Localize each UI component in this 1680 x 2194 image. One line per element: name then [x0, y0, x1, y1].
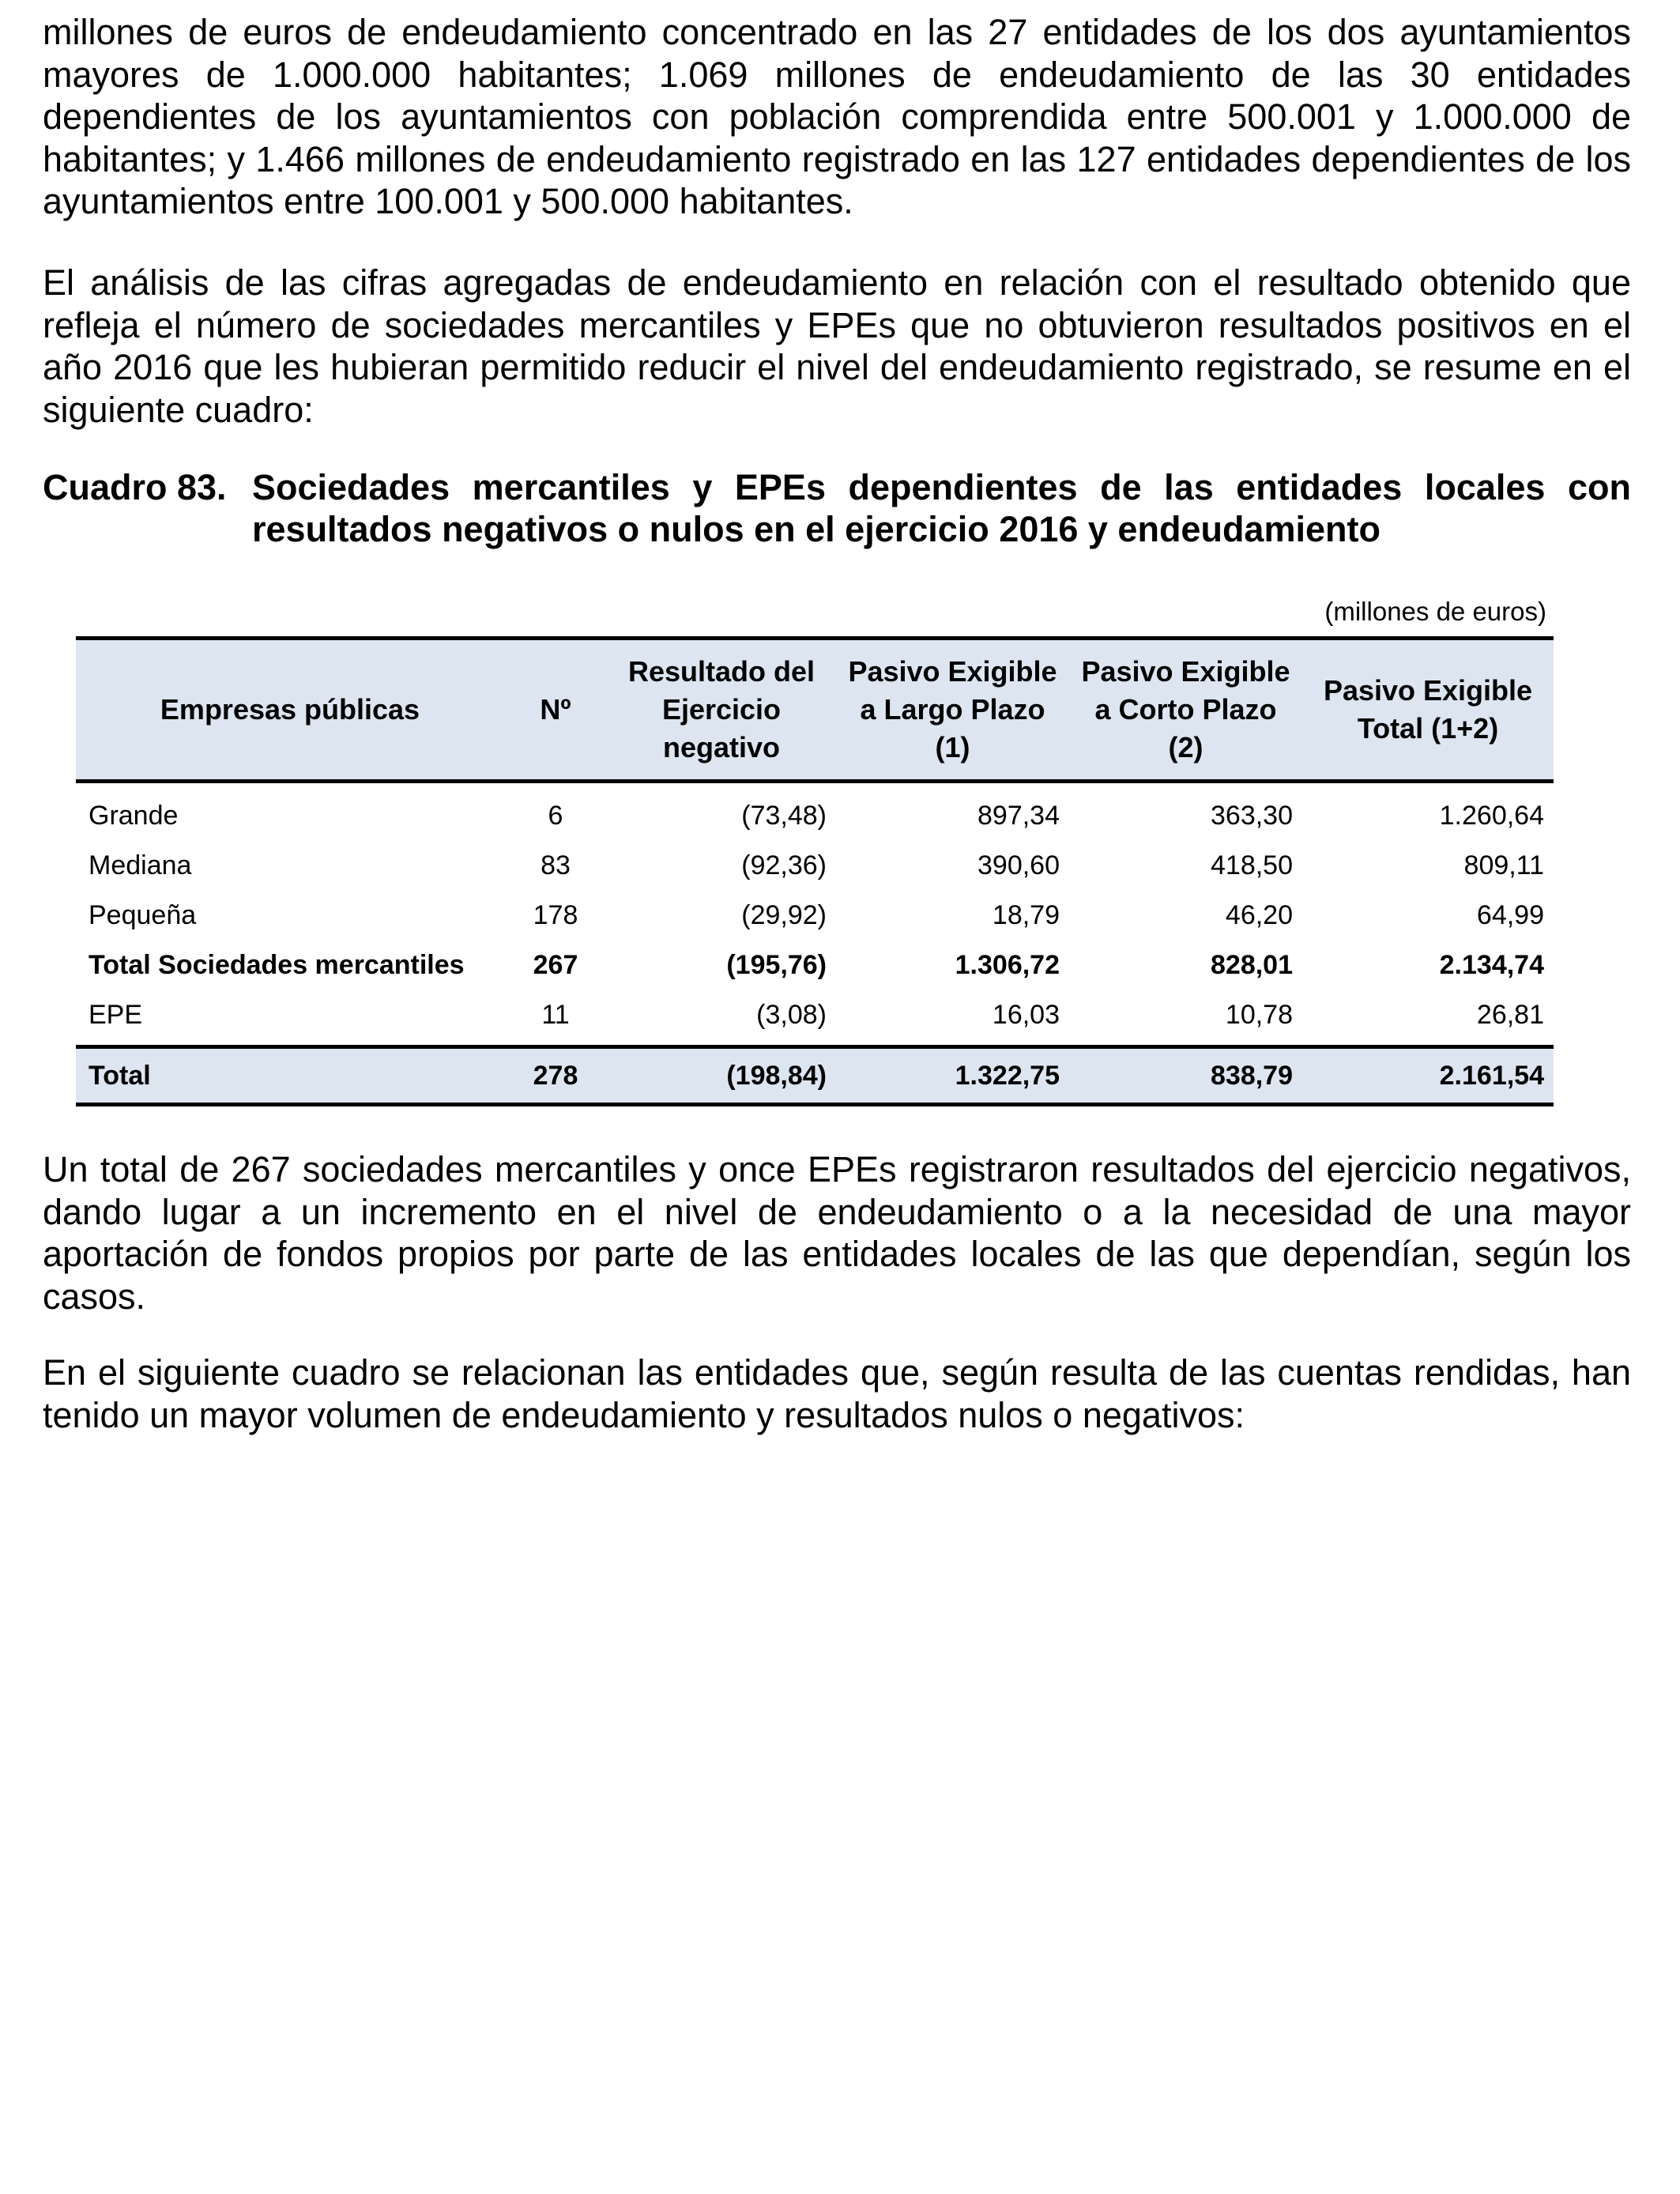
cell-pasivo-corto: 828,01 — [1211, 950, 1293, 980]
cell-pasivo-corto: 363,30 — [1211, 801, 1293, 831]
cell-resultado: (198,84) — [607, 1047, 836, 1105]
header-numero: Nº — [504, 639, 607, 782]
cell-label: EPE — [89, 1000, 143, 1030]
paragraph-total-sociedades: Un total de 267 sociedades mercantiles y once EPEs registraron resultados del ejercicio negativos, dando lugar a un incremento en el nivel de endeudamiento o a la necesidad de una mayor aportación de fondos propios por parte de las entidades locales de las que dependían, según los casos. — [43, 1149, 1631, 1317]
cell-label: Total — [76, 1047, 504, 1105]
cell-pasivo-largo: 18,79 — [992, 900, 1060, 930]
caption-title: Sociedades mercantiles y EPEs dependientes de las entidades locales con resultados negativos o nulos en el ejercicio 2016 y endeudamiento — [252, 467, 1631, 549]
data-table — [76, 636, 1554, 1106]
cell-resultado: (29,92) — [741, 900, 827, 930]
cell-numero: 267 — [533, 950, 578, 980]
cell-resultado: (92,36) — [741, 850, 827, 880]
table-row-subtotal — [76, 941, 1554, 990]
table-row — [76, 782, 1554, 842]
table-header-row — [76, 639, 1554, 782]
cell-label: Grande — [89, 801, 179, 831]
cell-resultado: (3,08) — [756, 1000, 827, 1030]
paragraph-siguiente-cuadro: En el siguiente cuadro se relacionan las entidades que, según resulta de las cuentas rendidas, han tenido un mayor volumen de endeudamiento y resultados nulos o negativos: — [43, 1352, 1631, 1435]
header-pasivo-largo: Pasivo Exigible a Largo Plazo (1) — [836, 639, 1069, 782]
table-row — [76, 990, 1554, 1047]
table-row-total — [76, 1047, 1554, 1105]
cell-pasivo-total: 2.161,54 — [1302, 1047, 1554, 1105]
cell-numero: 83 — [541, 850, 571, 880]
cell-pasivo-total: 64,99 — [1476, 900, 1544, 930]
cell-numero: 11 — [541, 1000, 570, 1030]
header-pasivo-corto: Pasivo Exigible a Corto Plazo (2) — [1069, 639, 1302, 782]
table-row — [76, 841, 1554, 891]
caption-number: Cuadro 83. — [43, 467, 227, 507]
cell-pasivo-largo: 1.306,72 — [955, 950, 1060, 980]
table-caption — [43, 466, 1631, 550]
header-empresas: Empresas públicas — [76, 639, 504, 782]
cell-resultado: (73,48) — [741, 801, 827, 831]
cell-pasivo-corto: 46,20 — [1225, 900, 1293, 930]
cell-pasivo-largo: 16,03 — [992, 1000, 1060, 1030]
cell-pasivo-largo: 1.322,75 — [836, 1047, 1069, 1105]
table-units-note: (millones de euros) — [1324, 597, 1546, 626]
cell-pasivo-corto: 838,79 — [1069, 1047, 1302, 1105]
cell-pasivo-largo: 897,34 — [977, 801, 1060, 831]
cell-numero: 6 — [548, 801, 563, 831]
cell-pasivo-total: 809,11 — [1463, 850, 1544, 880]
cell-pasivo-total: 1.260,64 — [1439, 801, 1544, 831]
cell-pasivo-largo: 390,60 — [977, 850, 1060, 880]
header-pasivo-total: Pasivo Exigible Total (1+2) — [1302, 639, 1554, 782]
cell-pasivo-total: 26,81 — [1476, 1000, 1544, 1030]
cell-resultado: (195,76) — [726, 950, 827, 980]
cell-numero: 178 — [533, 900, 578, 930]
table-row — [76, 891, 1554, 941]
cell-label: Pequeña — [89, 900, 197, 930]
paragraph-analisis-cifras: El análisis de las cifras agregadas de endeudamiento en relación con el resultado obtenido que refleja el número de sociedades mercantiles y EPEs que no obtuvieron resultados positivos en el año 2016 que les hubieran permitido reducir el nivel del endeudamiento registrado, se resume en el siguiente cuadro: — [43, 262, 1631, 430]
cell-pasivo-corto: 418,50 — [1211, 850, 1293, 880]
header-resultado: Resultado del Ejercicio negativo — [607, 639, 836, 782]
cell-numero: 278 — [504, 1047, 607, 1105]
cell-label: Total Sociedades mercantiles — [89, 950, 465, 980]
paragraph-endeudamiento-ayuntamientos: millones de euros de endeudamiento concentrado en las 27 entidades de los dos ayuntamientos mayores de 1.000.000 habitantes; 1.069 millones de endeudamiento de las 30 entidades dependientes de los ayuntamientos con población comprendida entre 500.001 y 1.000.000 de habitantes; y 1.466 millones de endeudamiento registrado en las 127 entidades dependientes de los ayuntamientos entre 100.001 y 500.000 habitantes. — [43, 12, 1631, 221]
cell-label: Mediana — [89, 850, 192, 880]
cell-pasivo-corto: 10,78 — [1225, 1000, 1293, 1030]
cell-pasivo-total: 2.134,74 — [1439, 950, 1544, 980]
